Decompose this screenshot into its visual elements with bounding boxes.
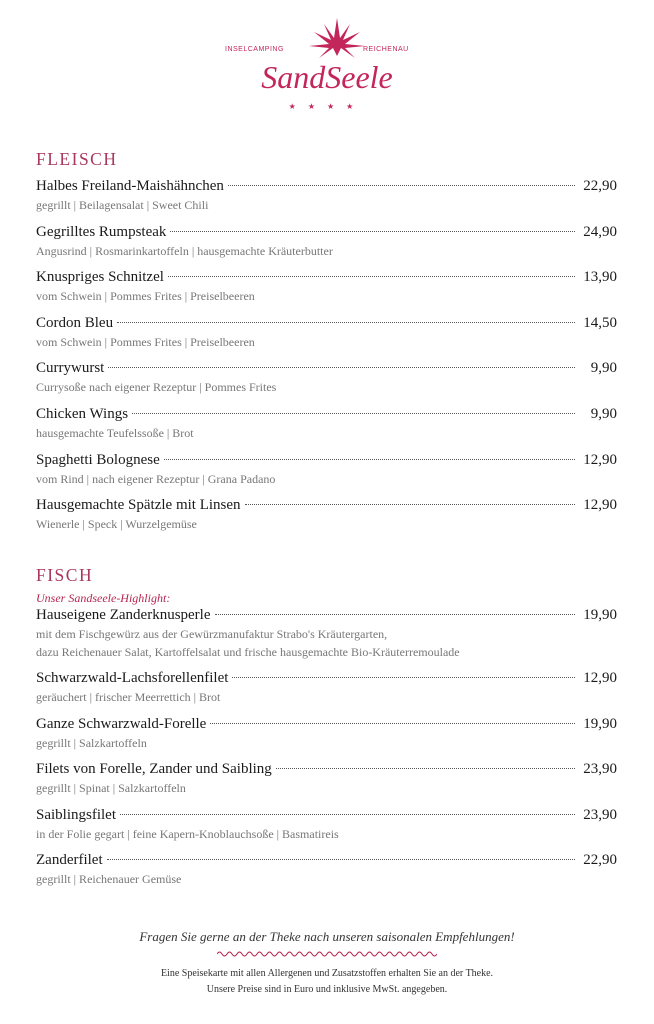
item-name: Halbes Freiland-Maishähnchen — [36, 178, 224, 194]
item-description: gegrillt | Beilagensalat | Sweet Chili — [36, 198, 209, 212]
dot-leader — [170, 231, 575, 232]
item-price: 9,90 — [590, 405, 617, 422]
sandseele-logo — [215, 14, 440, 114]
item-name: Schwarzwald-Lachsforellenfilet — [36, 670, 229, 686]
item-row — [36, 268, 617, 287]
item-description: gegrillt | Salzkartoffeln — [36, 735, 147, 750]
item-description: Wienerle | Speck | Wurzelgemüse — [36, 517, 197, 532]
logo-top-left: INSELCAMPING — [225, 46, 284, 53]
menu-item — [36, 177, 617, 223]
item-price: 19,90 — [583, 715, 617, 732]
item-name: Currywurst — [36, 360, 105, 377]
item-name: Hausgemachte Spätzle mit Linsen — [36, 497, 241, 514]
item-name: Zanderfilet — [36, 852, 103, 869]
item-description: vom Schwein | Pommes Frites | Preiselbeeren — [36, 289, 255, 304]
menu-item — [36, 806, 617, 852]
logo-top-right: REICHENAU — [363, 46, 409, 53]
item-description: vom Schwein | Pommes Frites | Preiselbeeren — [36, 334, 255, 349]
item-row — [36, 496, 617, 515]
item-row — [36, 359, 617, 378]
section-fisch — [36, 564, 617, 897]
item-name: Chicken Wings — [36, 405, 129, 422]
menu-item — [36, 314, 617, 360]
dot-leader — [120, 814, 575, 815]
item-price: 22,90 — [583, 852, 617, 869]
item-description: in der Folie gegart | feine Kapern-Knoblauchsoße | Basmatireis — [36, 826, 339, 841]
wave-divider — [217, 948, 437, 960]
item-description: dazu Reichenauer Salat, Kartoffelsalat und frische hausgemachte Bio-Kräuterremoulade — [36, 645, 460, 659]
dot-leader — [228, 185, 575, 186]
item-description: gegrillt | Reichenauer Gemüse — [36, 872, 182, 887]
item-row — [36, 405, 617, 424]
item-price: 9,90 — [590, 360, 617, 377]
highlight-label: Unser Sandseele-Highlight: — [36, 591, 171, 605]
item-name: Cordon Bleu — [36, 314, 114, 331]
menu-item — [36, 760, 617, 806]
menu-item — [36, 405, 617, 451]
item-price: 23,90 — [583, 806, 617, 823]
item-price: 14,50 — [583, 314, 617, 331]
item-price: 12,90 — [583, 497, 617, 514]
palm-tree-icon — [309, 18, 365, 58]
item-name: Hauseigene Zanderknusperle — [36, 607, 211, 623]
dot-leader — [168, 276, 575, 277]
item-price: 24,90 — [583, 223, 617, 240]
section-title: FISCH — [36, 565, 94, 585]
item-price: 22,90 — [583, 178, 617, 194]
item-description: vom Rind | nach eigener Rezeptur | Grana Padano — [36, 471, 276, 486]
dot-leader — [215, 614, 575, 615]
item-description: Currysoße nach eigener Rezeptur | Pommes Frites — [36, 380, 277, 395]
item-name: Spaghetti Bolognese — [36, 451, 160, 468]
menu-item — [36, 268, 617, 314]
dot-leader — [232, 677, 575, 678]
logo-name: SandSeele — [261, 59, 393, 95]
item-price: 19,90 — [583, 607, 617, 623]
section-fleisch — [36, 148, 617, 542]
menu-item — [36, 496, 617, 542]
menu-item — [36, 851, 617, 897]
dot-leader — [117, 322, 575, 323]
menu-item — [36, 669, 617, 715]
dot-leader — [132, 413, 575, 414]
dot-leader — [108, 367, 575, 368]
menu-item — [36, 359, 617, 405]
price-note: Unsere Preise sind in Euro und inklusive MwSt. angegeben. — [206, 984, 448, 995]
item-row — [36, 760, 617, 779]
item-description: Angusrind | Rosmarinkartoffeln | hausgemachte Kräuterbutter — [36, 243, 333, 258]
item-row — [36, 851, 617, 870]
item-row — [36, 806, 617, 825]
item-name: Saiblingsfilet — [36, 806, 116, 823]
dot-leader — [107, 859, 575, 860]
menu-item — [36, 451, 617, 497]
item-row — [36, 223, 617, 242]
item-row — [36, 451, 617, 470]
item-price: 13,90 — [583, 269, 617, 286]
item-row — [36, 314, 617, 333]
dot-leader — [245, 504, 575, 505]
item-name: Filets von Forelle, Zander und Saibling — [36, 761, 272, 778]
allergen-note: Eine Speisekarte mit allen Allergenen und Zusatzstoffen erhalten Sie an der Theke. — [160, 968, 494, 979]
item-name: Knuspriges Schnitzel — [36, 269, 164, 286]
item-row — [36, 669, 617, 688]
section-title: FLEISCH — [36, 149, 118, 169]
item-price: 12,90 — [583, 670, 617, 686]
item-price: 23,90 — [583, 761, 617, 778]
dot-leader — [210, 723, 575, 724]
item-description: mit dem Fischgewürz aus der Gewürzmanufaktur Strabo's Kräutergarten, — [36, 627, 388, 641]
item-row — [36, 715, 617, 734]
item-description: gegrillt | Spinat | Salzkartoffeln — [36, 781, 186, 796]
item-price: 12,90 — [583, 451, 617, 468]
recommendation-note: Fragen Sie gerne an der Theke nach unseren saisonalen Empfehlungen! — [139, 929, 515, 944]
item-description: hausgemachte Teufelssoße | Brot — [36, 425, 194, 440]
menu-item — [36, 606, 617, 669]
item-name: Ganze Schwarzwald-Forelle — [36, 715, 207, 732]
logo-stars: ★★★★ — [288, 102, 366, 111]
item-row — [36, 177, 617, 196]
dot-leader — [164, 459, 575, 460]
menu-item — [36, 715, 617, 761]
menu-item — [36, 223, 617, 269]
item-description: geräuchert | frischer Meerrettich | Brot — [36, 690, 221, 704]
dot-leader — [276, 768, 575, 769]
item-row — [36, 606, 617, 625]
item-name: Gegrilltes Rumpsteak — [36, 223, 167, 240]
